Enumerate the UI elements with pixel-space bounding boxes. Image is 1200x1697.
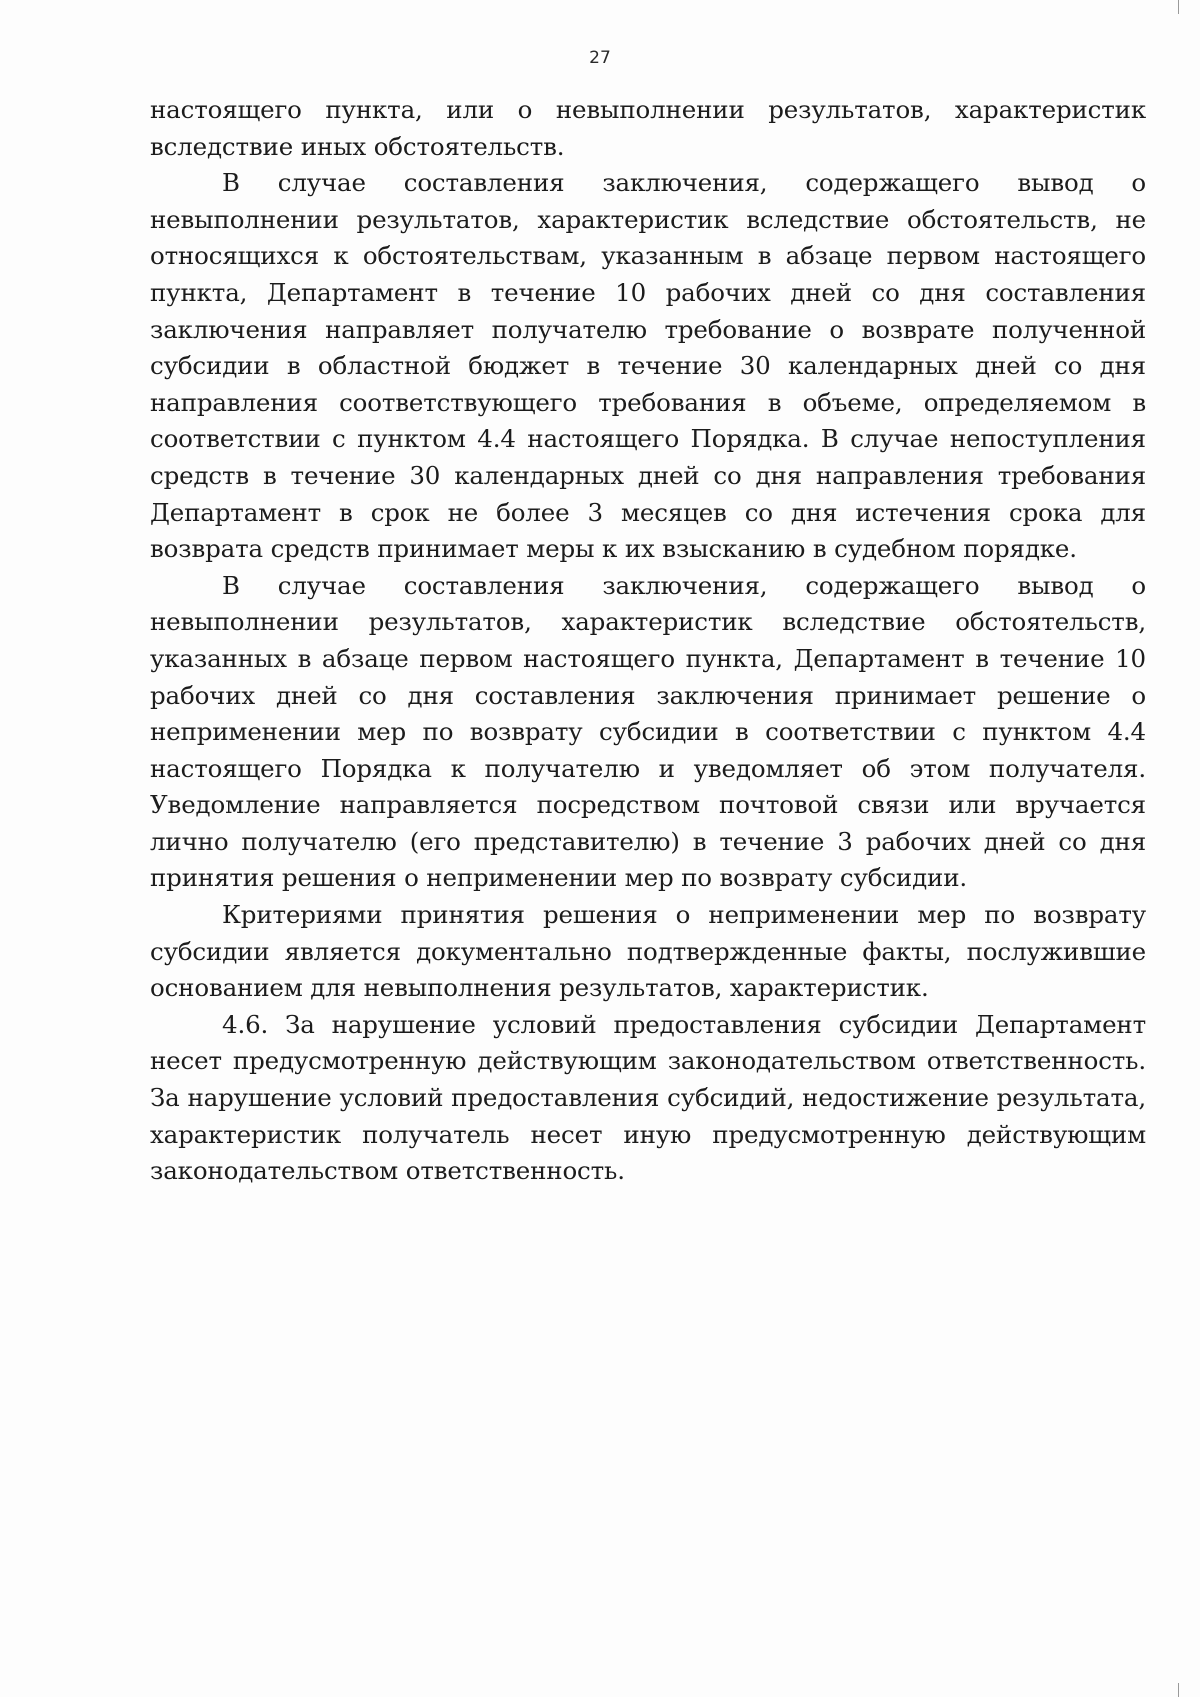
- paragraph-decision-criteria: Критериями принятия решения о неприменении мер по возврату субсидии является документально подтвержденные факты, послужившие основанием для невыполнения результатов, характеристик.: [150, 900, 1146, 1003]
- paragraph-refund-requirement: В случае составления заключения, содержащего вывод о невыполнении результатов, характеристик вследствие обстоятельств, не относящихся к обстоятельствам, указанным в абзаце первом настоящего пункта, Департамент в течение 10 рабочих дней со дня составления заключения направляет получателю требование о возврате полученной субсидии в областной бюджет в течение 30 календарных дней со дня направления соответствующего требования в объеме, определяемом в соответствии с пунктом 4.4 настоящего Порядка. В случае непоступления средств в течение 30 календарных дней со дня направления требования Департамент в срок не более 3 месяцев со дня истечения срока для возврата средств принимает меры к их взысканию в судебном порядке.: [150, 168, 1146, 564]
- scan-edge-mark-top: [1178, 0, 1179, 14]
- page-number: 27: [589, 48, 611, 68]
- paragraph-clause-4-6: 4.6. За нарушение условий предоставления субсидии Департамент несет предусмотренную действующим законодательством ответственность. За нарушение условий предоставления субсидий, недостижение результата, характеристик получатель несет иную предусмотренную действующим законодательством ответственность.: [150, 1009, 1146, 1186]
- document-body: [150, 92, 1146, 1190]
- paragraph-continuation: настоящего пункта, или о невыполнении результатов, характеристик вследствие иных обстоятельств.: [150, 95, 1146, 161]
- scan-edge-mark-bottom: [1178, 1683, 1179, 1697]
- paragraph-non-application-decision: В случае составления заключения, содержащего вывод о невыполнении результатов, характеристик вследствие обстоятельств, указанных в абзаце первом настоящего пункта, Департамент в течение 10 рабочих дней со дня составления заключения принимает решение о неприменении мер по возврату субсидии в соответствии с пунктом 4.4 настоящего Порядка к получателю и уведомляет об этом получателя. Уведомление направляется посредством почтовой связи или вручается лично получателю (его представителю) в течение 3 рабочих дней со дня принятия решения о неприменении мер по возврату субсидии.: [150, 570, 1146, 893]
